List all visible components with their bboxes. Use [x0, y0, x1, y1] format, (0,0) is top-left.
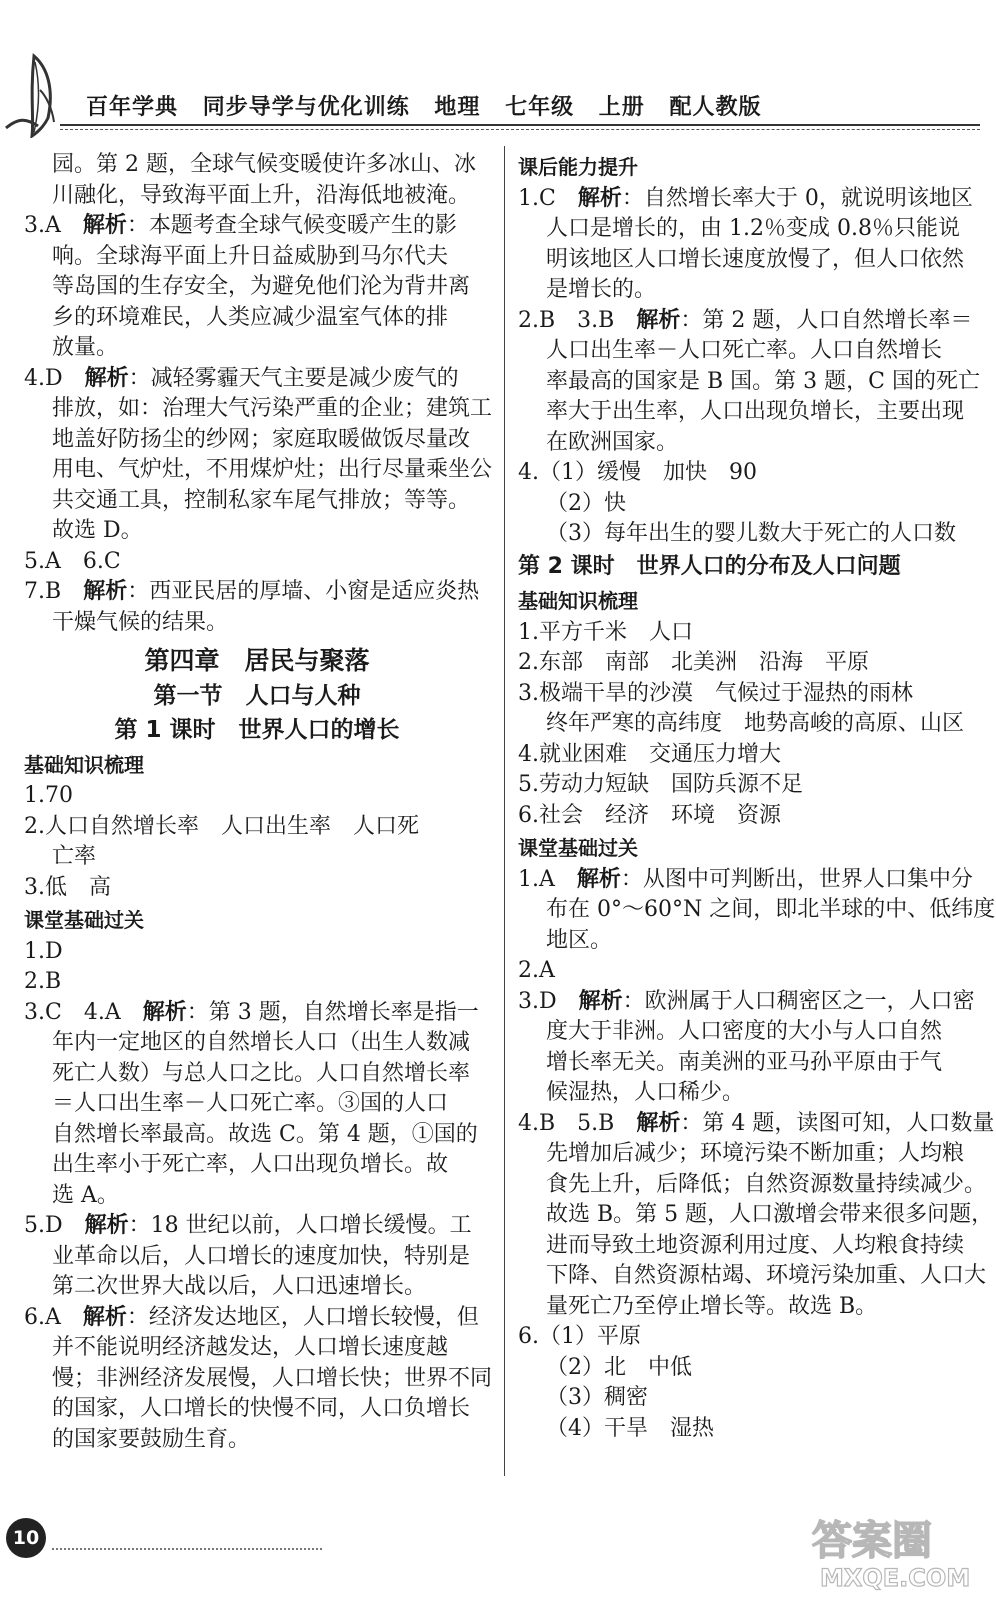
- line-text: 地区。: [546, 927, 613, 953]
- header-dashed-rule: [60, 129, 980, 130]
- answer-line: [24, 303, 490, 334]
- answer-line: [518, 770, 980, 801]
- line-text: ：经济发达地区，人口增长较慢，但: [126, 1304, 479, 1330]
- answer-line: [518, 306, 980, 337]
- line-text: 干燥气候的结果。: [52, 609, 229, 635]
- answer-line: [24, 1089, 490, 1120]
- line-text: 放量。: [52, 335, 119, 360]
- line-text: 年内一定地区的自然增长人口（出生人数减: [52, 1030, 471, 1055]
- line-text: ：减轻雾霾天气主要是减少废气的: [128, 365, 459, 391]
- line-text: 第二次世界大战以后，人口迅速增长。: [52, 1274, 427, 1299]
- answer-line: [24, 1303, 490, 1334]
- answer-line: [24, 1425, 490, 1456]
- answer-line: [518, 1414, 980, 1445]
- analysis-label: 解析: [142, 999, 187, 1025]
- answer-line: [518, 336, 980, 367]
- answer-line: [24, 781, 490, 812]
- analysis-label: 解析: [84, 1213, 129, 1238]
- answer-line: [24, 181, 490, 212]
- line-text: 第一节 人口与人种: [153, 682, 361, 709]
- watermark-logo: [806, 1510, 986, 1592]
- line-text: 故选 D。: [52, 518, 143, 543]
- line-text: ：第 2 题，人口自然增长率＝: [680, 307, 973, 333]
- answer-line: [518, 865, 980, 896]
- line-text: 度大于非洲。人口密度的大小与人口自然: [546, 1019, 943, 1044]
- answer-line: [24, 1242, 490, 1273]
- answer-number: 6.A: [24, 1304, 61, 1330]
- section-heading: [518, 152, 980, 183]
- line-text: 终年严寒的高纬度 地势高峻的高原、山区: [546, 711, 965, 736]
- answer-line: [24, 333, 490, 364]
- line-text: （3）稠密: [546, 1385, 648, 1410]
- answer-line: [24, 394, 493, 425]
- answer-line: [24, 577, 490, 608]
- answer-line: [24, 516, 490, 547]
- line-text: 4.（1）缓慢 加快 90: [518, 460, 757, 485]
- answer-number: 4.D: [24, 365, 63, 391]
- line-text: 出生率小于死亡率，人口出现负增长。故: [52, 1152, 449, 1177]
- analysis-label: 解析: [82, 213, 127, 238]
- line-text: 并不能说明经济越发达，人口增长速度越: [52, 1335, 449, 1360]
- line-text: 第四章 居民与聚落: [144, 646, 370, 675]
- answer-line: [518, 709, 980, 740]
- line-text: 进而导致土地资源利用过度、人均粮食持续: [546, 1232, 965, 1258]
- answer-line: [518, 275, 980, 306]
- line-text: 共交通工具，控制私家车尾气排放；等等。: [52, 487, 471, 513]
- answer-line: [24, 364, 490, 395]
- header-title: [86, 90, 777, 121]
- line-text: 是增长的。: [546, 277, 657, 302]
- answer-line: [24, 425, 490, 456]
- answer-line: [24, 1181, 490, 1212]
- answer-line: [518, 679, 980, 710]
- answer-line: [518, 956, 980, 987]
- line-text: 第 2 课时 世界人口的分布及人口问题: [518, 553, 901, 579]
- answer-line: [518, 1261, 987, 1292]
- answer-line: [518, 618, 980, 649]
- answer-number: 7.B: [24, 579, 62, 604]
- answer-line: [518, 1383, 980, 1414]
- answer-number: 1.C: [518, 185, 556, 211]
- answer-line: [518, 1048, 980, 1079]
- answer-line: [24, 272, 490, 303]
- left-column: [24, 150, 493, 1455]
- answer-line: [24, 211, 490, 242]
- line-text: 布在 0°～60°N 之间，即北半球的中、低纬度: [546, 897, 996, 922]
- answer-line: [518, 1078, 980, 1109]
- answer-line: [518, 1109, 995, 1140]
- line-text: 3.极端干旱的沙漠 气候过于湿热的雨林: [518, 680, 913, 706]
- lesson-title: [518, 552, 980, 583]
- section-heading: [518, 833, 980, 864]
- watermark-text: 答案圈: [812, 1518, 932, 1564]
- line-text: ：本题考查全球气候变暖产生的影: [126, 213, 457, 238]
- header-series: 同步导学与优化训练: [202, 95, 410, 120]
- answer-line: [24, 1150, 490, 1181]
- answer-line: [24, 1364, 493, 1395]
- chapter-title: [24, 646, 490, 677]
- line-text: 2.B: [24, 969, 62, 994]
- line-text: 的国家，人口增长的快慢不同，人口负增长: [52, 1396, 471, 1421]
- answer-line: [518, 801, 980, 832]
- line-text: 基础知识梳理: [518, 589, 638, 613]
- answer-line: [24, 812, 490, 843]
- answer-line: [518, 987, 980, 1018]
- analysis-label: 解析: [636, 1110, 681, 1136]
- answer-line: [518, 1139, 980, 1170]
- header-grade: 七年级: [505, 95, 575, 120]
- answer-line: [518, 489, 980, 520]
- analysis-label: 解析: [576, 866, 621, 892]
- line-text: 的国家要鼓励生育。: [52, 1426, 251, 1452]
- line-text: 1.D: [24, 938, 63, 964]
- line-text: 响。全球海平面上升日益威胁到马尔代夫: [52, 243, 449, 269]
- header-edition: 配人教版: [669, 95, 762, 120]
- header-volume: 上册: [598, 95, 645, 120]
- line-text: （2）快: [546, 490, 626, 516]
- lesson-title: [24, 715, 490, 746]
- line-text: 2.东部 南部 北美洲 沿海 平原: [518, 650, 869, 675]
- answer-line: [24, 967, 490, 998]
- line-text: 3.低 高: [24, 874, 111, 900]
- answer-line: [24, 1059, 490, 1090]
- line-text: 1.平方千米 人口: [518, 619, 693, 645]
- answer-number: 3.D: [518, 988, 557, 1014]
- line-text: 5.A 6.C: [24, 548, 121, 574]
- line-text: 率最高的国家是 B 国。第 3 题，C 国的死亡: [546, 368, 980, 394]
- analysis-label: 解析: [577, 185, 622, 211]
- answer-line: [518, 1231, 980, 1262]
- answer-line: [24, 150, 490, 181]
- line-text: 人口是增长的，由 1.2％变成 0.8％只能说: [546, 216, 960, 241]
- line-text: 下降、自然资源枯竭、环境污染加重、人口大: [546, 1263, 987, 1288]
- line-text: 率大于出生率，人口出现负增长，主要出现: [546, 399, 965, 424]
- line-text: 第 1 课时 世界人口的增长: [114, 717, 400, 743]
- line-text: 故选 B。第 5 题，人口激增会带来很多问题，: [546, 1202, 994, 1227]
- line-text: 川融化，导致海平面上升，沿海低地被淹。: [52, 182, 471, 208]
- column-divider: [504, 146, 505, 1476]
- answer-line: [518, 1017, 980, 1048]
- analysis-label: 解析: [578, 988, 623, 1014]
- answer-line: [518, 214, 980, 245]
- line-text: （4）干旱 湿热: [546, 1415, 714, 1441]
- answer-number: 2.B 3.B: [518, 307, 615, 333]
- analysis-label: 解析: [82, 1304, 127, 1330]
- footer-dotted-rule: [52, 1548, 322, 1550]
- analysis-label: 解析: [83, 579, 128, 604]
- answer-line: [518, 397, 980, 428]
- answer-line: [518, 519, 980, 550]
- line-text: 业革命以后，人口增长的速度加快，特别是: [52, 1243, 471, 1269]
- line-text: 用电、气炉灶，不用煤炉灶；出行尽量乘坐公: [52, 457, 493, 482]
- line-text: 乡的环境难民，人类应减少温室气体的排: [52, 304, 449, 330]
- line-text: 4.就业困难 交通压力增大: [518, 741, 781, 767]
- line-text: 量死亡乃至停止增长等。故选 B。: [546, 1293, 878, 1319]
- analysis-label: 解析: [84, 365, 129, 391]
- line-text: 等岛国的生存安全，为避免他们沦为背井离: [52, 274, 471, 299]
- answer-number: 1.A: [518, 866, 555, 892]
- line-text: 6.社会 经济 环境 资源: [518, 802, 781, 828]
- answer-line: [24, 1120, 490, 1151]
- answer-line: [518, 1353, 980, 1384]
- line-text: 课后能力提升: [518, 155, 638, 179]
- answer-line: [518, 1292, 980, 1323]
- answer-line: [24, 842, 490, 873]
- answer-line: [24, 1333, 490, 1364]
- answer-line: [24, 242, 490, 273]
- answer-line: [518, 428, 980, 459]
- answer-line: [518, 740, 980, 771]
- line-text: 死亡人数）与总人口之比。人口自然增长率: [52, 1060, 471, 1086]
- answer-line: [518, 895, 996, 926]
- header-rule: [60, 124, 980, 126]
- answer-line: [518, 458, 980, 489]
- answer-line: [24, 1394, 490, 1425]
- answer-number: 3.A: [24, 213, 61, 238]
- answer-line: [518, 245, 980, 276]
- line-text: 增长率无关。南美洲的亚马孙平原由于气: [546, 1049, 943, 1075]
- analysis-label: 解析: [636, 307, 681, 333]
- answer-line: [518, 1322, 980, 1353]
- line-text: 排放，如：治理大气污染严重的企业；建筑工: [52, 396, 493, 421]
- answer-line: [518, 367, 980, 398]
- answer-line: [24, 547, 490, 578]
- answer-line: [518, 648, 980, 679]
- line-text: ：欧洲属于人口稠密区之一，人口密: [622, 988, 975, 1014]
- line-text: 课堂基础过关: [24, 908, 144, 932]
- answer-line: [24, 998, 490, 1029]
- line-text: 候湿热，人口稀少。: [546, 1080, 745, 1105]
- answer-line: [24, 486, 490, 517]
- line-text: 2.人口自然增长率 人口出生率 人口死: [24, 813, 419, 839]
- answer-line: [24, 455, 493, 486]
- line-text: 园。第 2 题，全球气候变暖使许多冰山、冰: [52, 152, 476, 177]
- page-number-badge: 10: [6, 1518, 46, 1558]
- answer-line: [518, 1170, 987, 1201]
- line-text: 地盖好防扬尘的纱网；家庭取暖做饭尽量改: [52, 426, 471, 452]
- answer-line: [24, 1272, 490, 1303]
- section-heading: [518, 586, 980, 617]
- answer-number: 4.B 5.B: [518, 1110, 615, 1136]
- line-text: ：第 3 题，自然增长率是指一: [186, 999, 479, 1025]
- answer-line: [518, 926, 980, 957]
- line-text: ：自然增长率大于 0，就说明该地区: [621, 185, 973, 211]
- line-text: 先增加后减少；环境污染不断加重；人均粮: [546, 1141, 965, 1166]
- line-text: 食先上升，后降低；自然资源数量持续减少。: [546, 1171, 987, 1197]
- line-text: 6.（1）平原: [518, 1324, 641, 1349]
- line-text: ：从图中可判断出，世界人口集中分: [620, 866, 973, 892]
- answer-line: [24, 1028, 490, 1059]
- answer-line: [24, 1211, 490, 1242]
- line-text: 选 A。: [52, 1182, 119, 1208]
- answer-line: [24, 873, 490, 904]
- right-column: [518, 150, 996, 1444]
- line-text: ＝人口出生率－人口死亡率。③国的人口: [52, 1091, 449, 1116]
- watermark-url: MXQE.COM: [820, 1564, 971, 1592]
- lesson-title: [24, 681, 490, 712]
- answer-line: [24, 937, 490, 968]
- page-header: [0, 0, 996, 140]
- answer-line: [518, 184, 980, 215]
- line-text: 自然增长率最高。故选 C。第 4 题，①国的: [52, 1121, 478, 1147]
- header-subject: 地理: [434, 95, 481, 120]
- line-text: 基础知识梳理: [24, 752, 144, 777]
- line-text: 在欧洲国家。: [546, 429, 679, 455]
- answer-line: [24, 608, 490, 639]
- line-text: 慢；非洲经济发展慢，人口增长快；世界不同: [52, 1365, 493, 1391]
- answer-line: [518, 1200, 994, 1231]
- line-text: 亡率: [52, 844, 97, 869]
- line-text: 2.A: [518, 958, 555, 983]
- answer-number: 5.D: [24, 1213, 63, 1238]
- line-text: 明该地区人口增长速度放慢了，但人口依然: [546, 246, 965, 272]
- line-text: 1.70: [24, 783, 73, 808]
- line-text: ：18 世纪以前，人口增长缓慢。工: [128, 1213, 472, 1238]
- line-text: （3）每年出生的婴儿数大于死亡的人口数: [546, 521, 956, 546]
- line-text: 5.劳动力短缺 国防兵源不足: [518, 772, 803, 797]
- line-text: 人口出生率－人口死亡率。人口自然增长: [546, 338, 943, 363]
- section-heading: [24, 905, 490, 936]
- line-text: ：西亚民居的厚墙、小窗是适应炎热: [127, 579, 480, 604]
- header-brand: 百年学典: [86, 95, 179, 120]
- answer-number: 3.C 4.A: [24, 999, 121, 1025]
- section-heading: [24, 750, 490, 781]
- line-text: 课堂基础过关: [518, 836, 638, 860]
- line-text: （2）北 中低: [546, 1354, 692, 1380]
- line-text: ：第 4 题，读图可知，人口数量: [680, 1110, 995, 1136]
